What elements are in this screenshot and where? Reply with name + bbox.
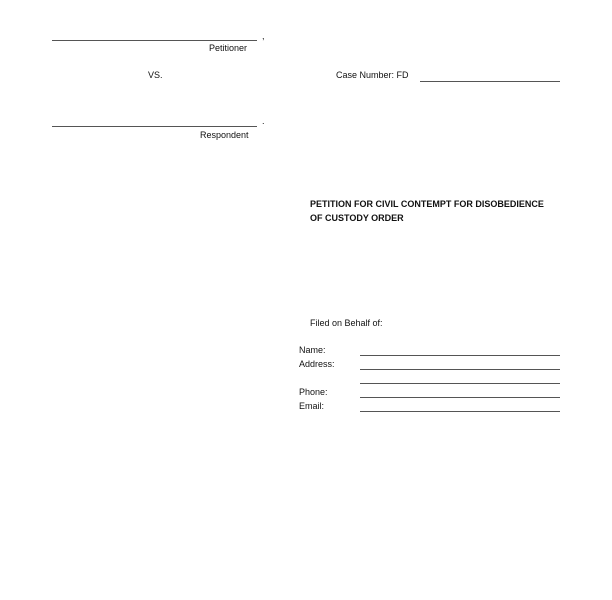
- versus-label: VS.: [148, 70, 163, 80]
- name-label: Name:: [299, 345, 326, 355]
- address-field-line-2[interactable]: [360, 383, 560, 384]
- address-label: Address:: [299, 359, 335, 369]
- email-field-line[interactable]: [360, 411, 560, 412]
- respondent-label: Respondent: [200, 130, 249, 140]
- case-number-line[interactable]: [420, 81, 560, 82]
- name-field-line[interactable]: [360, 355, 560, 356]
- petitioner-label: Petitioner: [209, 43, 248, 53]
- document-title-line-2: OF CUSTODY ORDER: [310, 213, 404, 223]
- phone-field-line[interactable]: [360, 397, 560, 398]
- respondent-name-line[interactable]: [52, 126, 257, 127]
- filed-on-behalf-label: Filed on Behalf of:: [310, 318, 383, 328]
- petitioner-name-line[interactable]: [52, 40, 257, 41]
- address-field-line-1[interactable]: [360, 369, 560, 370]
- document-title-line-1: PETITION FOR CIVIL CONTEMPT FOR DISOBEDIENCE: [310, 199, 544, 209]
- document-title: [310, 197, 560, 225]
- phone-label: Phone:: [299, 387, 328, 397]
- petitioner-punctuation: ,: [262, 31, 265, 41]
- case-number-label: Case Number: FD: [336, 70, 409, 80]
- email-label: Email:: [299, 401, 325, 411]
- respondent-punctuation: .: [262, 116, 265, 126]
